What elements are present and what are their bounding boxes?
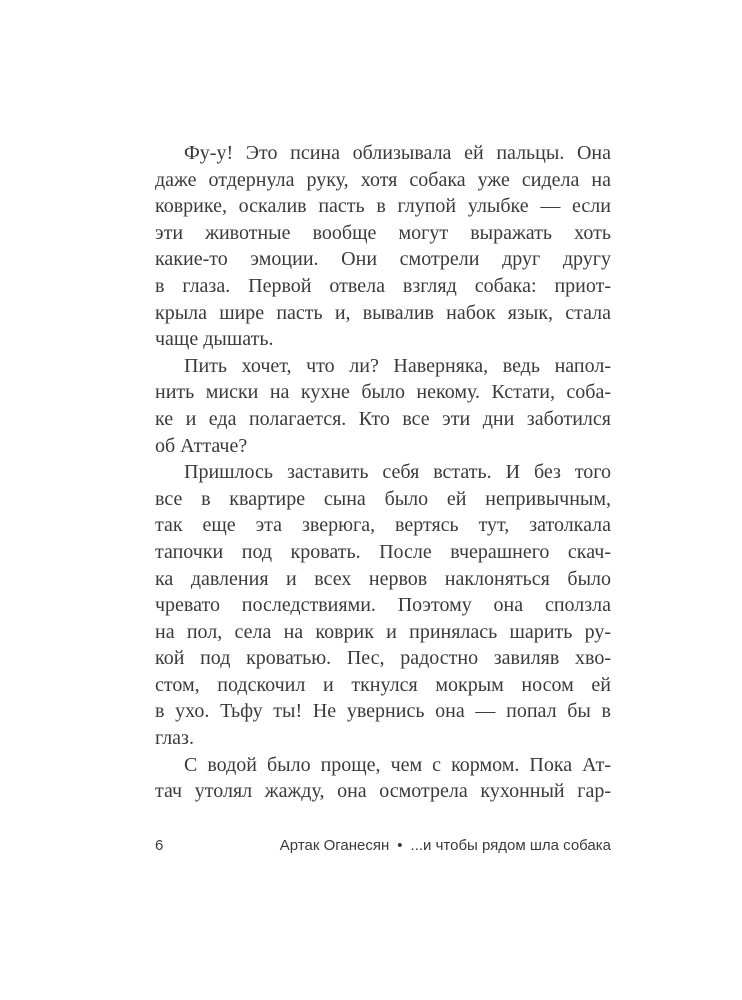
text-line: эти животные вообще могут выражать хоть <box>155 221 611 244</box>
text-line: Фу-у! Это псина облизывала ей пальцы. Она <box>184 142 611 164</box>
text-line: даже отдернула руку, хотя собака уже сидела на <box>155 168 611 191</box>
text-line: Пришлось заставить себя встать. И без того <box>184 461 611 484</box>
text-line: ке и еда полагается. Кто все эти дни заботился <box>155 407 611 430</box>
text-line: ка давления и всех нервов наклоняться было <box>155 567 611 590</box>
text-line: нить миски на кухне было некому. Кстати, соба- <box>155 381 611 404</box>
text-line: чревато последствиями. Поэтому она сползла <box>155 594 611 617</box>
text-line: тапочки под кровать. После вчерашнего скач- <box>155 540 611 563</box>
text-line: все в квартире сына было ей непривычным, <box>155 487 611 510</box>
text-line: так еще эта зверюга, вертясь тут, затолкала <box>155 514 611 537</box>
text-line: в ухо. Тьфу ты! Не увернись она — попал бы в <box>155 700 611 723</box>
text-line: чаще дышать. <box>155 328 274 351</box>
text-line: об Аттаче? <box>155 434 248 457</box>
text-line: кой под кроватью. Пес, радостно завиляв хво- <box>155 647 611 670</box>
text-line: тач утолял жажду, она осмотрела кухонный гар- <box>155 780 611 803</box>
body-text <box>155 140 611 805</box>
text-line: С водой было проще, чем с кормом. Пока Ат- <box>184 753 611 776</box>
text-line: глаз. <box>155 727 194 750</box>
text-line: какие-то эмоции. Они смотрели друг другу <box>155 248 611 271</box>
text-line: Пить хочет, что ли? Наверняка, ведь напол- <box>184 354 611 377</box>
running-footer <box>155 836 611 856</box>
footer-credits <box>280 836 611 856</box>
text-line: на пол, села на коврик и принялась шарить ру- <box>155 620 611 643</box>
separator: • <box>397 837 403 854</box>
text-line: крыла шире пасть и, вывалив набок язык, стала <box>155 301 611 324</box>
page-number: 6 <box>155 837 164 854</box>
text-line: в глаза. Первой отвела взгляд собака: приот- <box>155 274 611 297</box>
book-title: ...и чтобы рядом шла собака <box>410 837 611 854</box>
author-name: Артак Оганесян <box>279 837 390 854</box>
text-line: коврике, оскалив пасть в глупой улыбке — если <box>155 195 611 218</box>
text-line: стом, подскочил и ткнулся мокрым носом ей <box>155 673 611 696</box>
